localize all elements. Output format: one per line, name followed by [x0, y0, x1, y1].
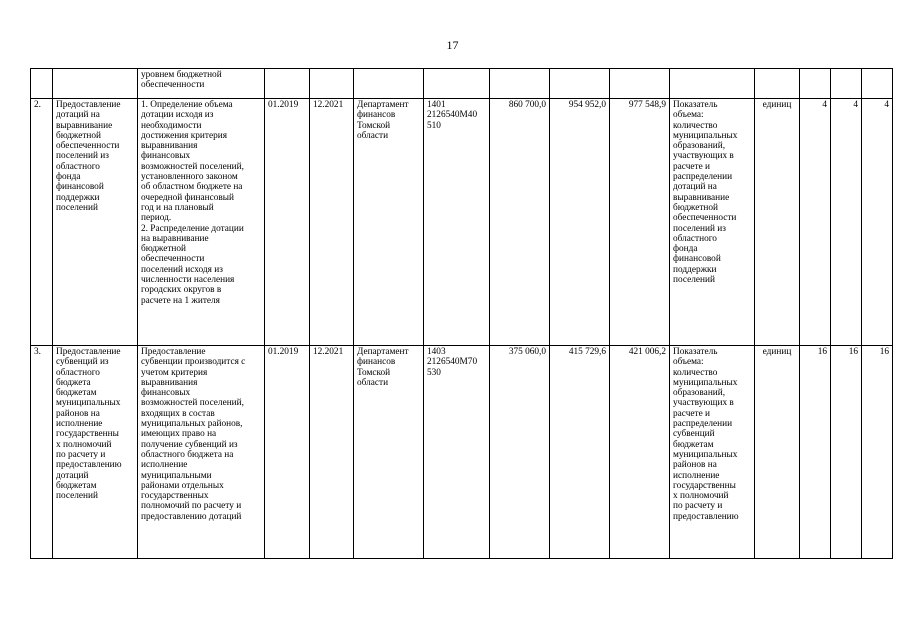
cell-actions: уровнем бюджетной обеспеченности — [138, 69, 265, 99]
cell-name: Предоставление субвенций из областного бюджета бюджетам муниципальных районов на исполнение государственны х полномочий по расчету и предоставлению дотаций бюджетам поселений — [53, 346, 138, 559]
continuation-row — [31, 69, 893, 99]
cell-kbk — [424, 69, 490, 99]
cell-actions: 1. Определение объема дотации исходя из необходимости достижения критерия выравнивания финансовых возможностей поселений, установленного законом об областном бюджете на очередной финансовый год и на плановый период. 2. Распределение дотации на выравнивание бюджетной обеспеченности поселений исходя из численности населения городских округов в расчете на 1 жителя — [138, 99, 265, 346]
cell-indicator: Показатель объема: количество муниципальных образований, участвующих в расчете и распределении субвенций бюджетам муниципальных районов на исполнение государственны х полномочий по расчету и предоставлению — [670, 346, 755, 559]
cell-amount-2: 415 729,6 — [550, 346, 610, 559]
cell-start — [265, 69, 310, 99]
table-row — [31, 346, 893, 559]
cell-num: 3. — [31, 346, 53, 559]
cell-end: 12.2021 — [310, 99, 354, 346]
cell-target-2: 4 — [831, 99, 862, 346]
cell-end — [310, 69, 354, 99]
cell-start: 01.2019 — [265, 99, 310, 346]
cell-target-1: 4 — [800, 99, 831, 346]
cell-target-1: 16 — [800, 346, 831, 559]
cell-unit: единиц — [755, 99, 800, 346]
cell-kbk: 1403 2126540М70 530 — [424, 346, 490, 559]
cell-amount-2: 954 952,0 — [550, 99, 610, 346]
cell-kbk: 1401 2126540М40 510 — [424, 99, 490, 346]
cell-unit: единиц — [755, 346, 800, 559]
page-number: 17 — [446, 38, 459, 52]
cell-start: 01.2019 — [265, 346, 310, 559]
cell-amount-1: 860 700,0 — [490, 99, 550, 346]
program-activities-table — [30, 68, 893, 559]
cell-executor: Департамент финансов Томской области — [354, 346, 424, 559]
cell-amount-3: 421 006,2 — [610, 346, 670, 559]
cell-unit — [755, 69, 800, 99]
cell-end: 12.2021 — [310, 346, 354, 559]
cell-num — [31, 69, 53, 99]
cell-name: Предоставление дотаций на выравнивание бюджетной обеспеченности поселений из областного фонда финансовой поддержки поселений — [53, 99, 138, 346]
cell-actions: Предоставление субвенции производится с учетом критерия выравнивания финансовых возможностей поселений, входящих в состав муниципальных районов, имеющих право на получение субвенций из областного бюджета на исполнение муниципальными районами отдельных государственных полномочий по расчету и предоставлению дотаций — [138, 346, 265, 559]
cell-target-2 — [831, 69, 862, 99]
cell-amount-1: 375 060,0 — [490, 346, 550, 559]
cell-amount-1 — [490, 69, 550, 99]
cell-target-3: 4 — [862, 99, 893, 346]
cell-indicator: Показатель объема: количество муниципальных образований, участвующих в расчете и распределении дотаций на выравнивание бюджетной обеспеченности поселений из областного фонда финансовой поддержки поселений — [670, 99, 755, 346]
cell-executor — [354, 69, 424, 99]
cell-target-3 — [862, 69, 893, 99]
cell-indicator — [670, 69, 755, 99]
cell-executor: Департамент финансов Томской области — [354, 99, 424, 346]
cell-amount-2 — [550, 69, 610, 99]
cell-amount-3 — [610, 69, 670, 99]
cell-target-3: 16 — [862, 346, 893, 559]
cell-num: 2. — [31, 99, 53, 346]
cell-target-1 — [800, 69, 831, 99]
cell-name — [53, 69, 138, 99]
cell-target-2: 16 — [831, 346, 862, 559]
cell-amount-3: 977 548,9 — [610, 99, 670, 346]
table-row — [31, 99, 893, 346]
